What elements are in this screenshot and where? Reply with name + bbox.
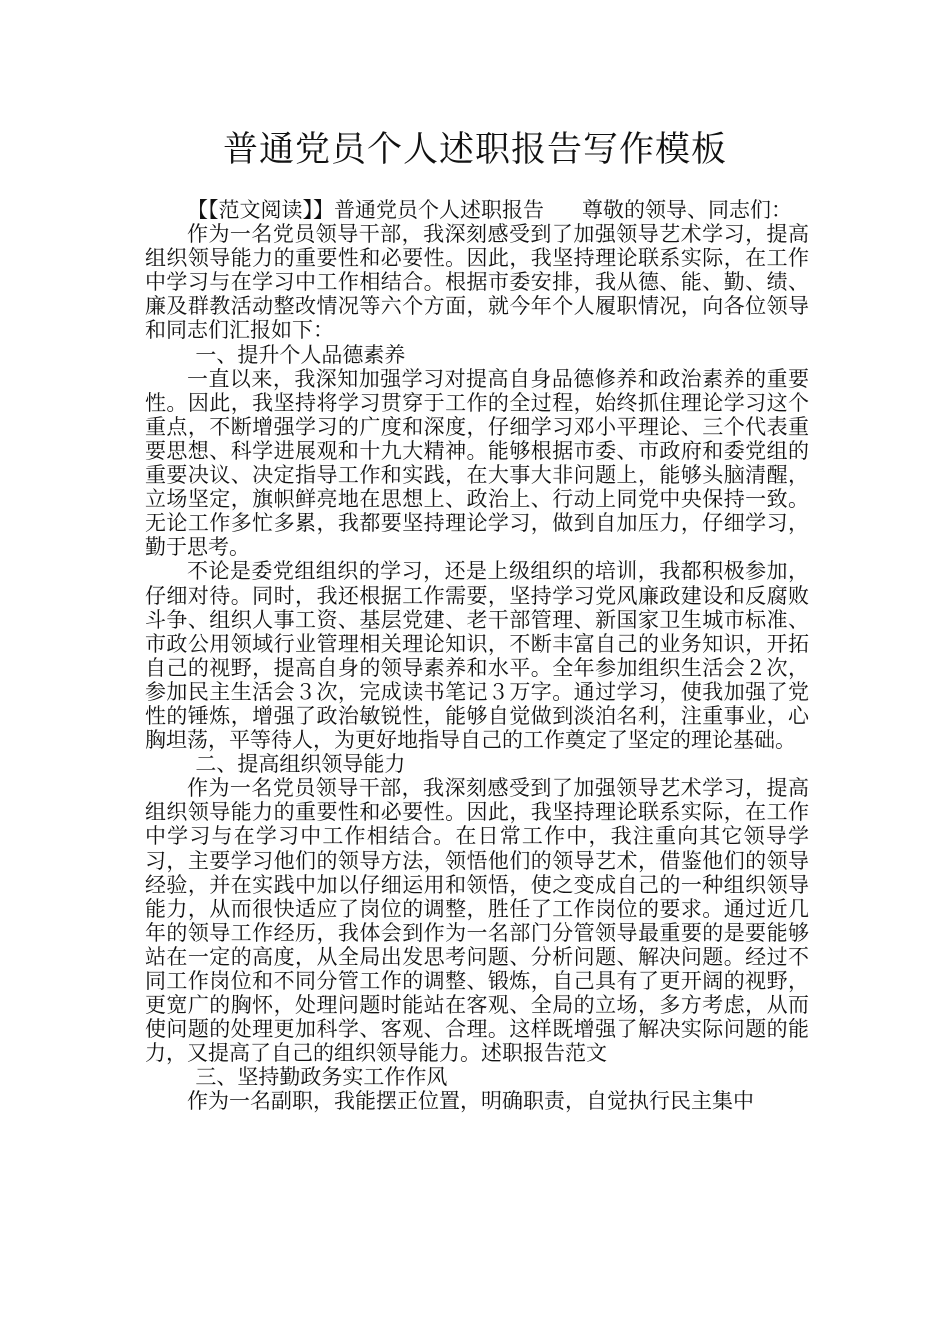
section-heading-1: 一、提升个人品德素养 bbox=[195, 342, 406, 367]
section-heading-2: 二、提高组织领导能力 bbox=[195, 752, 406, 777]
paragraph-4: 作为一名党员领导干部，我深刻感受到了加强领导艺术学习，提高组织领导能力的重要性和必要性。因此，我坚持理论联系实际，在工作中学习与在学习中工作相结合。在日常工作中，我注重向其它领导学习，主要学习他们的领导方法，领悟他们的领导艺术，借鉴他们的领导经验，并在实践中加以仔细运用和领悟，使之变成自己的一种组织领导能力，从而很快适应了岗位的调整，胜任了工作岗位的要求。通过近几年的领导工作经历，我体会到作为一名部门分管领导最重要的是要能够站在一定的高度，从全局出发思考问题、分析问题、解决问题。经过不同工作岗位和不同分管工作的调整、锻炼，自己具有了更开阔的视野，更宽广的胸怀，处理问题时能站在客观、全局的立场，多方考虑，从而使问题的处理更加科学、客观、合理。这样既增强了解决实际问题的能力，又提高了自己的组织领导能力。述职报告范文 bbox=[145, 776, 809, 1066]
document-title: 普通党员个人述职报告写作模板 bbox=[222, 130, 727, 170]
document-body bbox=[145, 198, 809, 1114]
intro-salutation: 尊敬的领导、同志们： bbox=[582, 198, 792, 222]
intro-source-label: 【【范文阅读】】普通党员个人述职报告 bbox=[187, 198, 544, 222]
paragraph-1: 作为一名党员领导干部，我深刻感受到了加强领导艺术学习，提高组织领导能力的重要性和必要性。因此，我坚持理论联系实际，在工作中学习与在学习中工作相结合。根据市委安排，我从德、能、勤、绩、廉及群教活动整改情况等六个方面，就今年个人履职情况，向各位领导和同志们汇报如下： bbox=[145, 222, 809, 343]
paragraph-2: 一直以来，我深知加强学习对提高自身品德修养和政治素养的重要性。因此，我坚持将学习贯穿于工作的全过程，始终抓住理论学习这个重点，不断增强学习的广度和深度，仔细学习邓小平理论、三个代表重要思想、科学进展观和十九大精神。能够根据市委、市政府和委党组的重要决议、决定指导工作和实践，在大事大非问题上，能够头脑清醒，立场坚定，旗帜鲜亮地在思想上、政治上、行动上同党中央保持一致。无论工作多忙多累，我都要坚持理论学习，做到自加压力，仔细学习，勤于思考。 bbox=[145, 366, 809, 560]
intro-paragraph bbox=[145, 198, 809, 222]
section-heading-3: 三、坚持勤政务实工作作风 bbox=[195, 1065, 448, 1090]
paragraph-5: 作为一名副职，我能摆正位置，明确职责，自觉执行民主集中 bbox=[187, 1089, 754, 1114]
paragraph-3: 不论是委党组组织的学习，还是上级组织的培训，我都积极参加，仔细对待。同时，我还根据工作需要，坚持学习党风廉政建设和反腐败斗争、组织人事工资、基层党建、老干部管理、新国家卫生城市标准、市政公用领域行业管理相关理论知识，不断丰富自己的业务知识，开拓自己的视野，提高自身的领导素养和水平。全年参加组织生活会２次，参加民主生活会３次，完成读书笔记３万字。通过学习，使我加强了党性的锤炼，增强了政治敏锐性，能够自觉做到淡泊名利，注重事业，心胸坦荡，平等待人，为更好地指导自己的工作奠定了坚定的理论基础。 bbox=[145, 559, 809, 753]
